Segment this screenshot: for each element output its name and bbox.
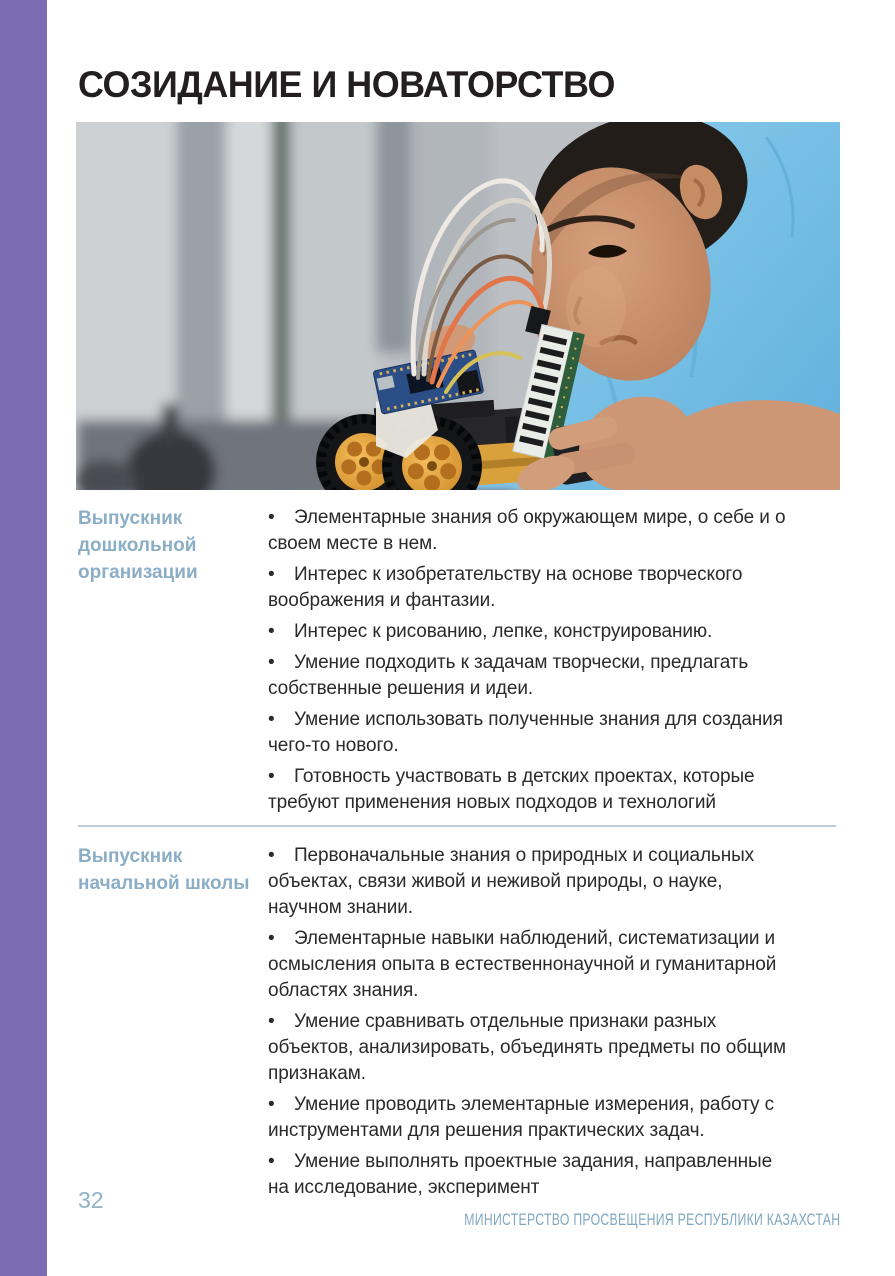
bullet-dot: • (268, 928, 275, 949)
page-number: 32 (78, 1187, 104, 1213)
bullet-dot: • (268, 1011, 275, 1032)
hero-photo (76, 122, 840, 490)
section-items-preschool (268, 505, 793, 821)
bullet-item (268, 707, 793, 759)
bullet-text: Готовность участвовать в детских проектах, которые требуют применения новых подходов и технологий (268, 766, 755, 813)
page-title: СОЗИДАНИЕ И НОВАТОРСТВО (78, 64, 615, 105)
bullet-text: Умение сравнивать отдельные признаки разных объектов, анализировать, объединять предметы по общим признакам. (268, 1011, 786, 1084)
bullet-text: Первоначальные знания о природных и социальных объектах, связи живой и неживой природы, о науке, научном знании. (268, 845, 755, 918)
bullet-item (268, 650, 793, 702)
bullet-dot: • (268, 709, 275, 730)
footer-ministry: МИНИСТЕРСТВО ПРОСВЕЩЕНИЯ РЕСПУБЛИКИ КАЗАХСТАН (463, 1210, 840, 1229)
section-label-preschool: Выпускник дошкольной организации (78, 508, 198, 583)
section-label-primary-school: Выпускник начальной школы (78, 846, 250, 894)
bullet-item (268, 1149, 793, 1201)
bullet-text: Элементарные знания об окружающем мире, о себе и о своем месте в нем. (268, 507, 786, 554)
left-accent-bar (0, 0, 47, 1276)
bullet-text: Умение проводить элементарные измерения, работу с инструментами для решения практических задач. (268, 1094, 774, 1141)
section-items-primary-school (268, 843, 793, 1206)
bullet-item (268, 843, 793, 921)
bullet-dot: • (268, 564, 275, 585)
bullet-item (268, 562, 793, 614)
bullet-text: Умение использовать полученные знания для создания чего-то нового. (268, 709, 783, 756)
bullet-text: Умение выполнять проектные задания, направленные на исследование, эксперимент (268, 1151, 773, 1198)
bullet-item (268, 764, 793, 816)
bullet-text: Интерес к изобретательству на основе творческого воображения и фантазии. (268, 564, 743, 611)
bullet-dot: • (268, 1151, 275, 1172)
bullet-text: Элементарные навыки наблюдений, систематизации и осмысления опыта в естественнонаучной и гуманитарной областях знания. (268, 928, 777, 1001)
bullet-text: Интерес к рисованию, лепке, конструированию. (294, 621, 713, 642)
section-divider (78, 825, 836, 827)
bullet-item (268, 619, 793, 645)
bullet-text: Умение подходить к задачам творчески, предлагать собственные решения и идеи. (268, 652, 749, 699)
bullet-dot: • (268, 621, 275, 642)
bullet-dot: • (268, 766, 275, 787)
hero-photo-illustration (76, 122, 840, 490)
bullet-dot: • (268, 1094, 275, 1115)
bullet-dot: • (268, 652, 275, 673)
section-primary-school (78, 843, 840, 1206)
bullet-dot: • (268, 507, 275, 528)
bullet-item (268, 1092, 793, 1144)
bullet-item (268, 926, 793, 1004)
bullet-item (268, 505, 793, 557)
bullet-dot: • (268, 845, 275, 866)
section-preschool (78, 505, 840, 821)
bullet-item (268, 1009, 793, 1087)
